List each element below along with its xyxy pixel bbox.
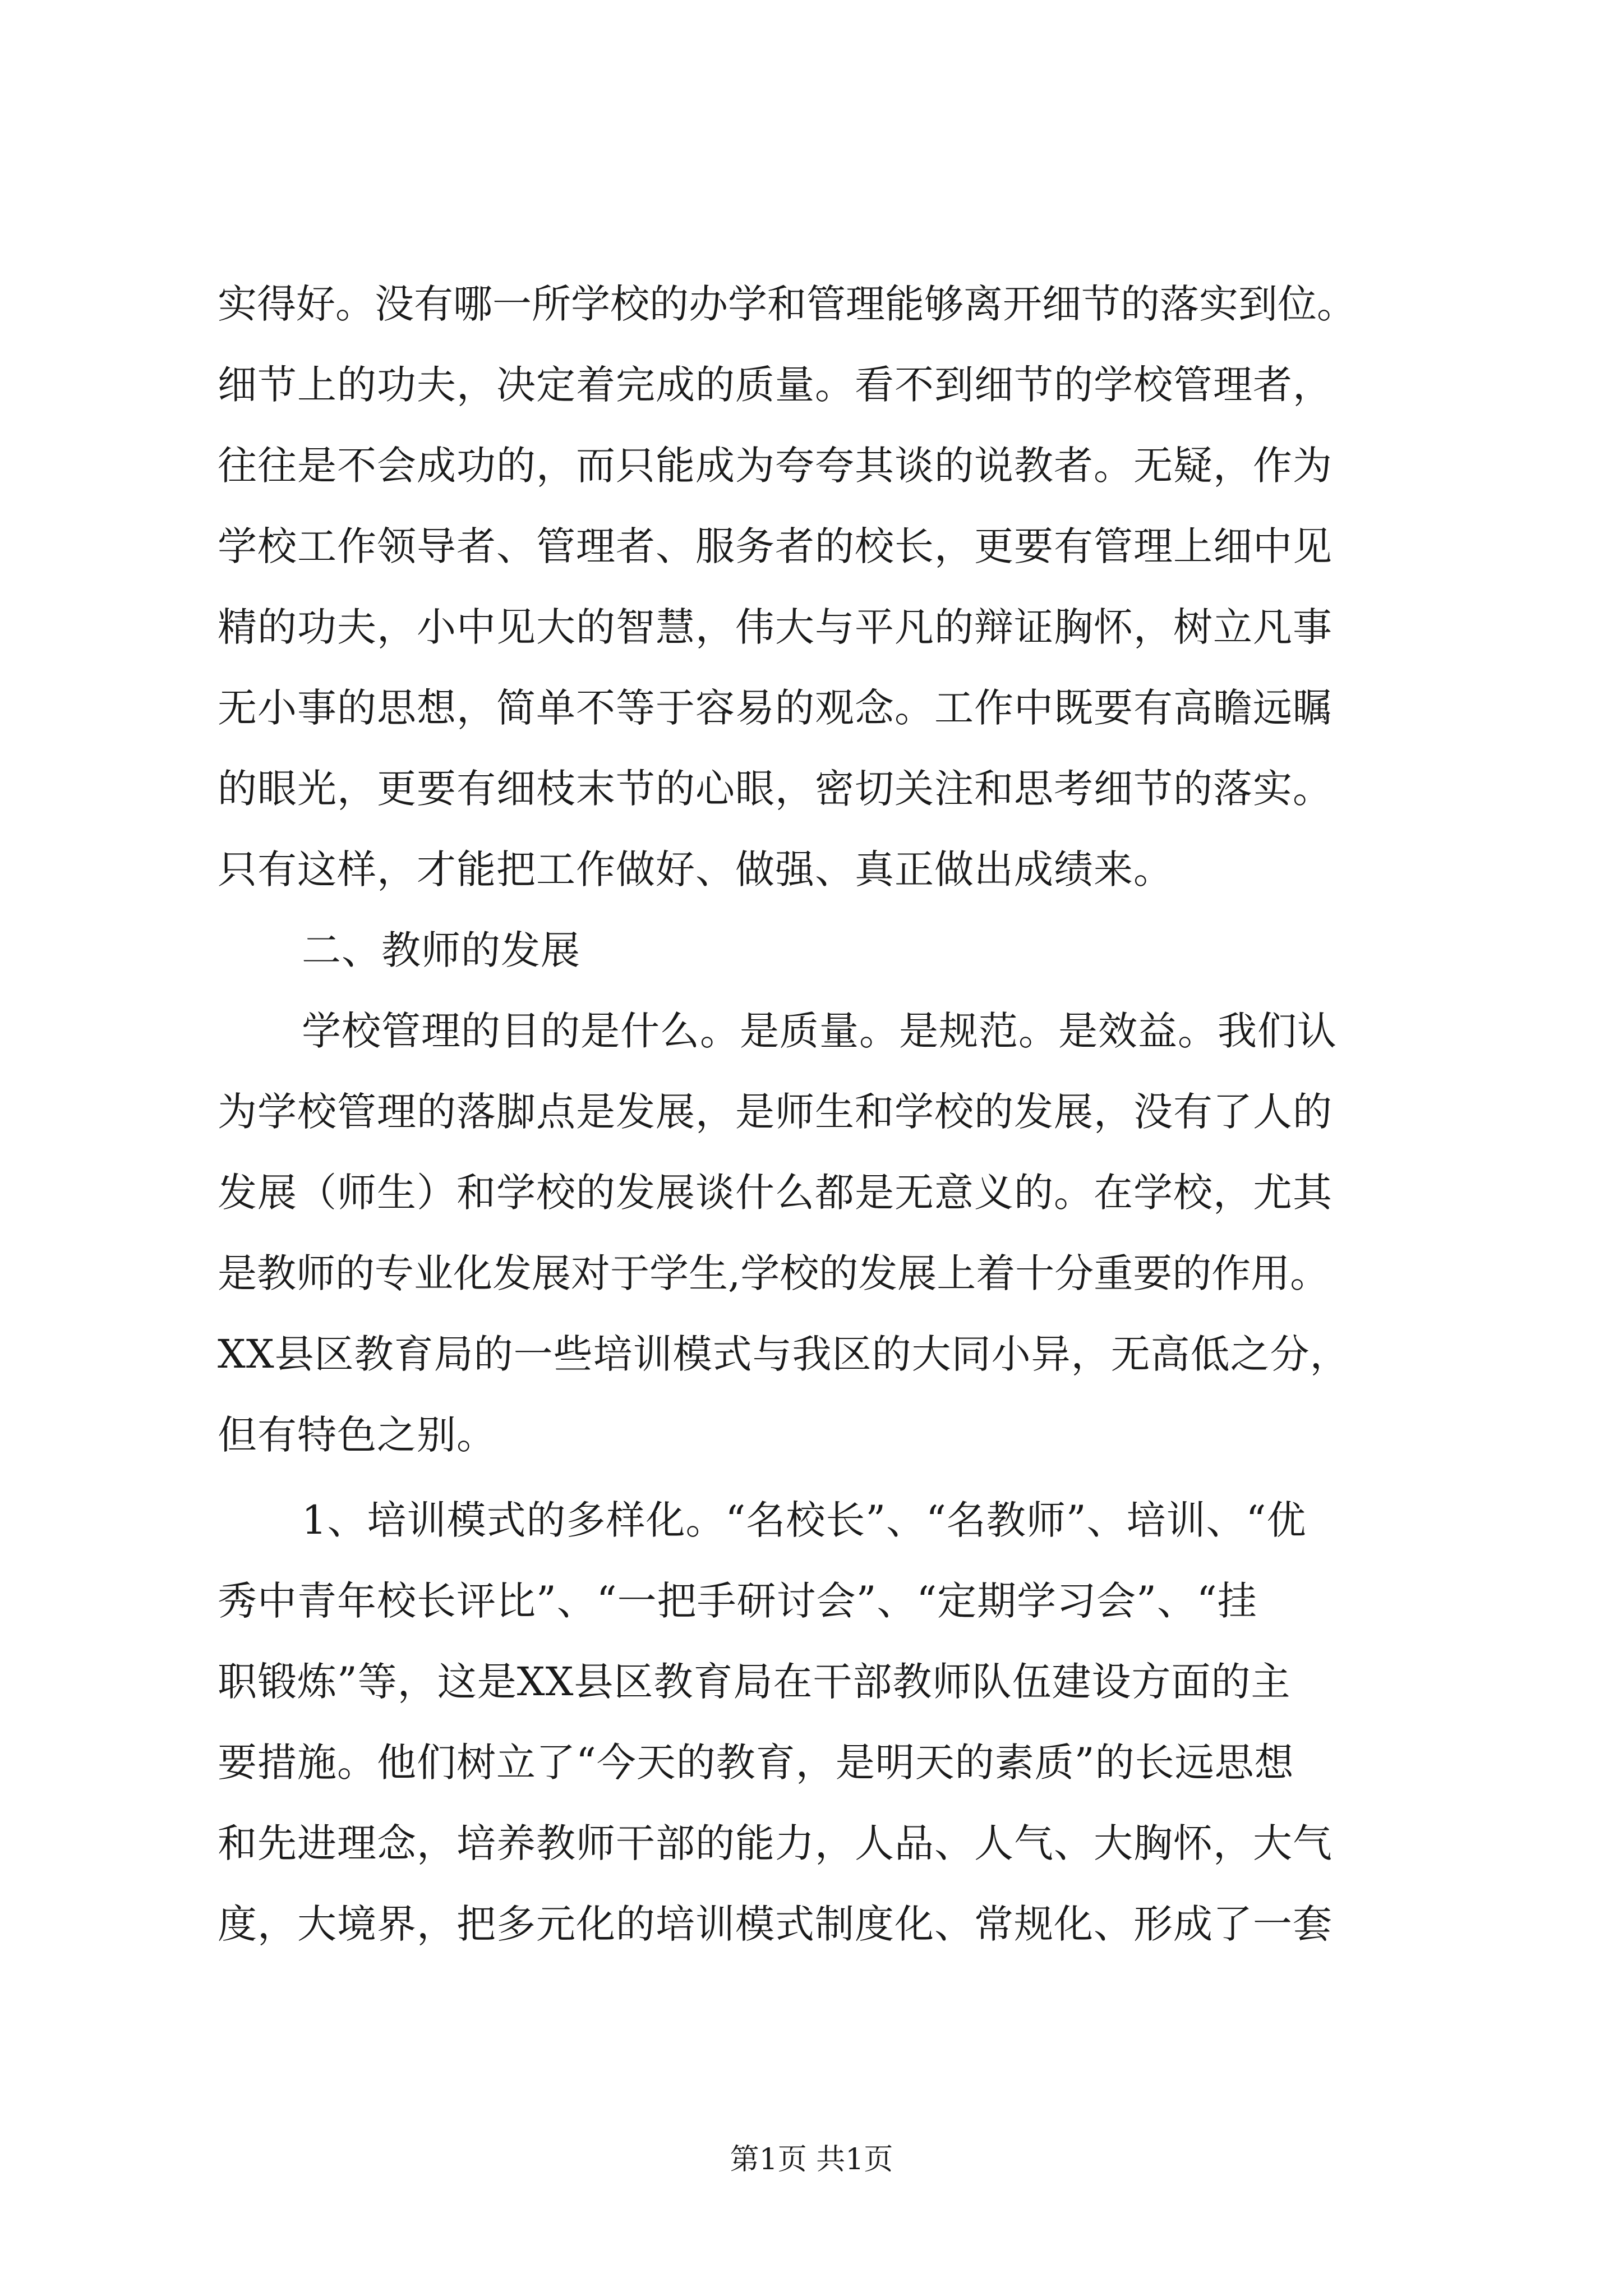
text-line: 的眼光，更要有细枝末节的心眼，密切关注和思考细节的落实。 — [218, 766, 1332, 812]
text-line: 和先进理念，培养教师干部的能力，人品、人气、大胸怀，大气 — [218, 1820, 1332, 1866]
document-body — [218, 264, 1418, 1964]
text-line: 细节上的功夫，决定着完成的质量。看不到细节的学校管理者， — [218, 362, 1332, 408]
text-line: 度，大境界，把多元化的培训模式制度化、常规化、形成了一套 — [218, 1901, 1332, 1947]
text-line: 只有这样，才能把工作做好、做强、真正做出成绩来。 — [218, 846, 1173, 892]
text-line: 秀中青年校长评比”、“一把手研讨会”、“定期学习会”、“挂 — [218, 1578, 1257, 1624]
text-line: 精的功夫，小中见大的智慧，伟大与平凡的辩证胸怀，树立凡事 — [218, 604, 1332, 650]
text-line: 是教师的专业化发展对于学生,学校的发展上着十分重要的作用。 — [218, 1250, 1330, 1296]
section-heading: 二、教师的发展 — [302, 927, 580, 973]
page-footer: 第1页 共1页 — [730, 2143, 893, 2177]
paragraph-first-line: 1、培训模式的多样化。“名校长”、“名教师”、培训、“优 — [302, 1497, 1307, 1543]
text-line: XX县区教育局的一些培训模式与我区的大同小异，无高低之分， — [218, 1331, 1350, 1377]
text-line: 实得好。没有哪一所学校的办学和管理能够离开细节的落实到位。 — [218, 281, 1356, 327]
text-line: 无小事的思想，简单不等于容易的观念。工作中既要有高瞻远瞩 — [218, 685, 1332, 731]
text-line: 往往是不会成功的，而只能成为夸夸其谈的说教者。无疑，作为 — [218, 443, 1332, 489]
text-line: 职锻炼”等，这是XX县区教育局在干部教师队伍建设方面的主 — [218, 1659, 1291, 1705]
text-line: 但有特色之别。 — [218, 1412, 496, 1458]
text-line: 要措施。他们树立了“今天的教育，是明天的素质”的长远思想 — [218, 1740, 1294, 1786]
text-line: 发展（师生）和学校的发展谈什么都是无意义的。在学校，尤其 — [218, 1170, 1332, 1216]
paragraph-first-line: 学校管理的目的是什么。是质量。是规范。是效益。我们认 — [302, 1008, 1337, 1054]
text-line: 学校工作领导者、管理者、服务者的校长，更要有管理上细中见 — [218, 523, 1332, 569]
text-line: 为学校管理的落脚点是发展，是师生和学校的发展，没有了人的 — [218, 1089, 1332, 1135]
